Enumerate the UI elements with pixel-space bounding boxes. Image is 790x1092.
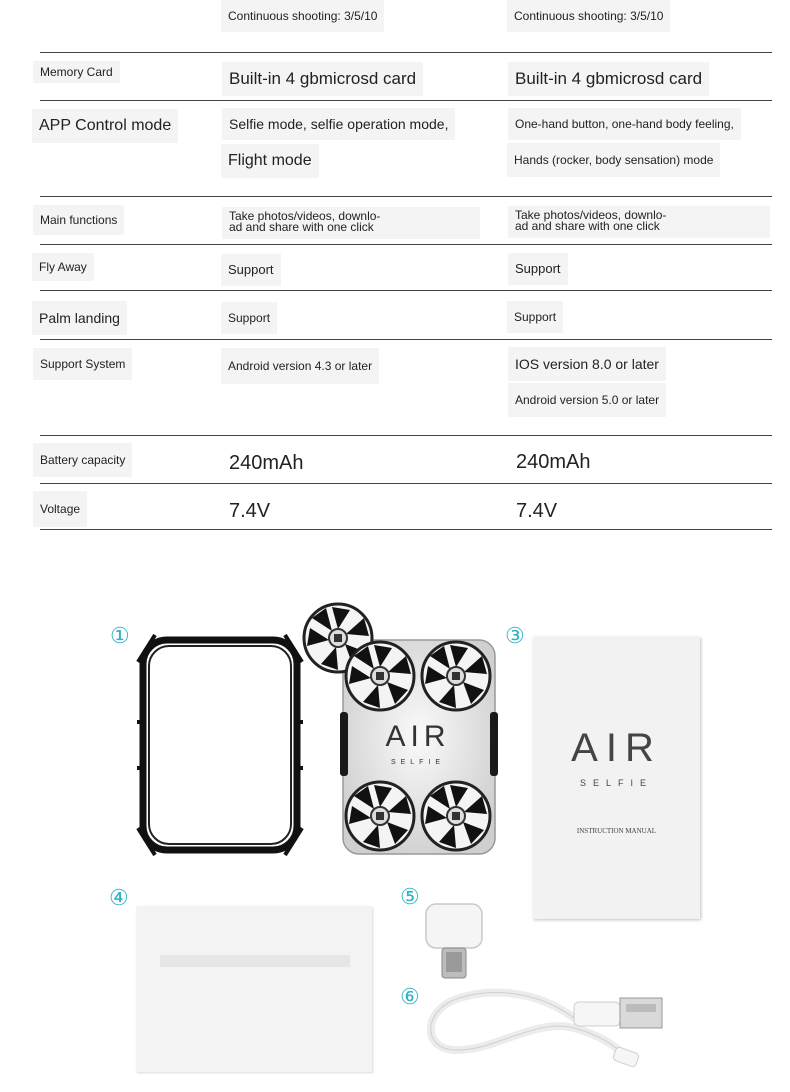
continuous-shooting-value-2: Continuous shooting: 3/5/10 bbox=[507, 0, 670, 32]
fly-away-value-2: Support bbox=[508, 253, 568, 285]
app-control-mode-value-1b: Flight mode bbox=[221, 144, 319, 178]
continuous-shooting-value-1: Continuous shooting: 3/5/10 bbox=[221, 0, 384, 32]
row-divider bbox=[40, 339, 772, 340]
checklist-card-image bbox=[136, 906, 372, 1072]
palm-landing-value-2: Support bbox=[507, 301, 563, 333]
row-divider bbox=[40, 244, 772, 245]
row-divider bbox=[40, 290, 772, 291]
manual-caption: INSTRUCTION MANUAL bbox=[576, 827, 657, 835]
drone-logo: AIR bbox=[385, 720, 451, 753]
item-number-5: ⑤ bbox=[400, 884, 420, 909]
item-number-3: ③ bbox=[505, 623, 525, 648]
manual-logo: AIR bbox=[571, 726, 662, 770]
main-functions-value-2 bbox=[508, 206, 770, 238]
row-divider bbox=[40, 196, 772, 197]
voltage-label: Voltage bbox=[33, 491, 87, 527]
item-number-4: ④ bbox=[109, 885, 129, 910]
voltage-value-1: 7.4V bbox=[229, 500, 271, 522]
row-divider bbox=[40, 100, 772, 101]
battery-capacity-value-2: 240mAh bbox=[516, 451, 591, 473]
main-functions-value-1-line-2: ad and share with one click bbox=[229, 220, 374, 234]
row-divider bbox=[40, 483, 772, 484]
checklist-faded-heading bbox=[160, 955, 350, 967]
row-divider bbox=[40, 52, 772, 53]
fly-away-value-1: Support bbox=[221, 254, 281, 286]
support-system-value-2b: Android version 5.0 or later bbox=[508, 383, 666, 417]
support-system-value-1: Android version 4.3 or later bbox=[221, 348, 379, 384]
app-control-mode-value-2b: Hands (rocker, body sensation) mode bbox=[507, 143, 720, 177]
fly-away-label: Fly Away bbox=[32, 253, 94, 281]
main-functions-value-1-line-1: Take photos/videos, downlo- bbox=[229, 209, 381, 223]
protective-frame-image bbox=[135, 632, 305, 858]
item-number-6: ⑥ bbox=[400, 984, 420, 1009]
app-control-mode-label: APP Control mode bbox=[32, 109, 178, 143]
memory-card-value-2: Built-in 4 gbmicrosd card bbox=[508, 62, 709, 96]
voltage-value-2: 7.4V bbox=[516, 500, 558, 522]
memory-card-label: Memory Card bbox=[33, 61, 120, 83]
palm-landing-value-1: Support bbox=[221, 302, 277, 334]
battery-capacity-value-1: 240mAh bbox=[229, 452, 304, 474]
item-number-1: ① bbox=[110, 623, 130, 648]
support-system-label: Support System bbox=[33, 348, 132, 380]
main-functions-value-2-line-2: ad and share with one click bbox=[515, 219, 660, 233]
usb-adapter-image bbox=[424, 902, 484, 986]
app-control-mode-value-2a: One-hand button, one-hand body feeling, bbox=[508, 108, 741, 140]
app-control-mode-value-1a: Selfie mode, selfie operation mode, bbox=[222, 108, 455, 140]
manual-logo-sub: SELFIE bbox=[579, 778, 653, 788]
palm-landing-label: Palm landing bbox=[32, 301, 127, 335]
memory-card-value-1: Built-in 4 gbmicrosd card bbox=[222, 62, 423, 96]
row-divider bbox=[40, 435, 772, 436]
usb-cable-image bbox=[424, 988, 668, 1080]
main-functions-label: Main functions bbox=[33, 205, 124, 235]
row-divider bbox=[40, 529, 772, 530]
battery-capacity-label: Battery capacity bbox=[33, 443, 132, 477]
main-functions-value-1 bbox=[222, 207, 480, 239]
main-functions-value-2-line-1: Take photos/videos, downlo- bbox=[515, 208, 667, 222]
drone-logo-sub: SELFIE bbox=[390, 759, 446, 766]
support-system-value-2a: IOS version 8.0 or later bbox=[508, 347, 666, 381]
